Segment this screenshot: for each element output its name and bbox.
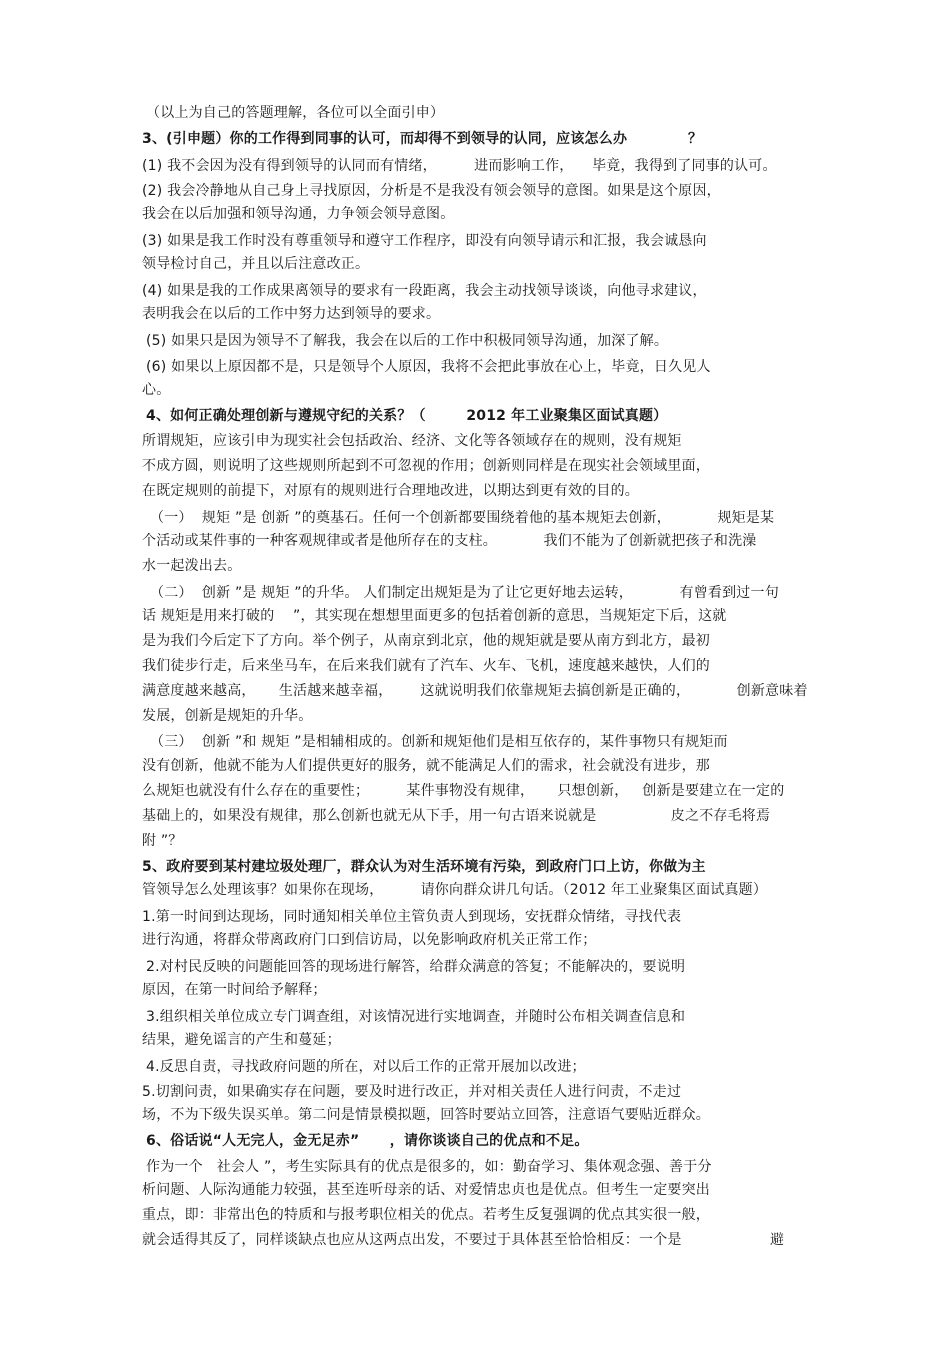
text-line: 满意度越来越高， 生活越来越幸福， 这就说明我们依靠规矩去搞创新是正确的， 创新意味着 <box>142 683 808 699</box>
text-line: 场，不为下级失误买单。第二问是情景模拟题，回答时要站立回答，注意语气要贴近群众。 <box>142 1107 710 1123</box>
text-line: （二） 创新 ”是 规矩 ”的升华。 人们制定出规矩是为了让它更好地去运转， 有曾看到过一句 <box>150 585 779 601</box>
text-line: 4.反思自责，寻找政府问题的所在，对以后工作的正常开展加以改进； <box>146 1059 586 1075</box>
text-line: 1.第一时间到达现场，同时通知相关单位主管负责人到现场，安抚群众情绪，寻找代表 <box>142 909 682 925</box>
text-line: （一） 规矩 ”是 创新 ”的奠基石。任何一个创新都要围绕着他的基本规矩去创新， 规矩是某 <box>150 510 775 526</box>
text-line: 3.组织相关单位成立专门调查组，对该情况进行实地调查，并随时公布相关调查信息和 <box>146 1009 686 1025</box>
text-line: (2) 我会冷静地从自己身上寻找原因，分析是不是我没有领会领导的意图。如果是这个原因， <box>142 183 721 199</box>
question-heading: 4、如何正确处理创新与遵规守纪的关系？（ 2012 年工业聚集区面试真题） <box>146 408 668 424</box>
text-line: 是为我们今后定下了方向。举个例子，从南京到北京，他的规矩就是要从南方到北方，最初 <box>142 633 710 649</box>
text-line: 附 ”？ <box>142 833 183 849</box>
text-line: 基础上的，如果没有规律，那么创新也就无从下手，用一句古语来说就是 皮之不存毛将焉 <box>142 808 771 824</box>
text-line: 发展，创新是规矩的升华。 <box>142 708 313 724</box>
text-line: 结果，避免谣言的产生和蔓延； <box>142 1032 341 1048</box>
text-line: 原因，在第一时间给予解释； <box>142 982 327 998</box>
text-line: 所谓规矩，应该引申为现实社会包括政治、经济、文化等各领域存在的规则，没有规矩 <box>142 433 682 449</box>
text-line: 表明我会在以后的工作中努力达到领导的要求。 <box>142 306 441 322</box>
text-line: 2.对村民反映的问题能回答的现场进行解答，给群众满意的答复；不能解决的，要说明 <box>146 959 686 975</box>
text-line: 析问题、人际沟通能力较强，甚至连听母亲的话、对爱情忠贞也是优点。但考生一定要突出 <box>142 1182 710 1198</box>
text-line: (5) 如果只是因为领导不了解我，我会在以后的工作中积极同领导沟通，加深了解。 <box>146 333 669 349</box>
text-line: 进行沟通，将群众带离政府门口到信访局，以免影响政府机关正常工作； <box>142 932 597 948</box>
text-line: 5.切割问责，如果确实存在问题，要及时进行改正，并对相关责任人进行问责，不走过 <box>142 1084 682 1100</box>
text-line: 不成方圆，则说明了这些规则所起到不可忽视的作用；创新则同样是在现实社会领域里面， <box>142 458 710 474</box>
text-line: 个活动或某件事的一种客观规律或者是他所存在的支柱。 我们不能为了创新就把孩子和洗澡 <box>142 533 757 549</box>
text-line: 话 规矩是用来打破的 ”，其实现在想想里面更多的包括着创新的意思，当规矩定下后，这就 <box>142 608 727 624</box>
question-heading: 6、俗话说“人无完人，金无足赤” ，请你谈谈自己的优点和不足。 <box>146 1133 589 1149</box>
question-heading: 5、政府要到某村建垃圾处理厂，群众认为对生活环境有污染，到政府门口上访，你做为主 <box>142 859 706 875</box>
text-line: 领导检讨自己，并且以后注意改正。 <box>142 256 370 272</box>
text-line: 重点，即：非常出色的特质和与报考职位相关的优点。若考生反复强调的优点其实很一般， <box>142 1207 710 1223</box>
text-line: 么规矩也就没有什么存在的重要性； 某件事物没有规律， 只想创新， 创新是要建立在一定的 <box>142 783 785 799</box>
text-line: (1) 我不会因为没有得到领导的认同而有情绪， 进而影响工作， 毕竟，我得到了同事的认可。 <box>142 158 777 174</box>
text-line: (4) 如果是我的工作成果离领导的要求有一段距离，我会主动找领导谈谈，向他寻求建议， <box>142 283 707 299</box>
text-line: (3) 如果是我工作时没有尊重领导和遵守工作程序，即没有向领导请示和汇报，我会诚恳向 <box>142 233 707 249</box>
text-line: 没有创新，他就不能为人们提供更好的服务，就不能满足人们的需求，社会就没有进步，那 <box>142 758 710 774</box>
text-line: （三） 创新 ”和 规矩 ”是相辅相成的。创新和规矩他们是相互依存的，某件事物只有规矩而 <box>150 734 728 750</box>
text-line: (6) 如果以上原因都不是，只是领导个人原因，我将不会把此事放在心上，毕竟，日久见人 <box>146 359 711 375</box>
text-line: 水一起泼出去。 <box>142 558 242 574</box>
text-line: 作为一个 社会人 ”，考生实际具有的优点是很多的，如：勤奋学习、集体观念强、善于分 <box>146 1159 712 1175</box>
text-line: 我们徒步行走，后来坐马车，在后来我们就有了汽车、火车、飞机，速度越来越快，人们的 <box>142 658 710 674</box>
text-line: 在既定规则的前提下，对原有的规则进行合理地改进，以期达到更有效的目的。 <box>142 483 639 499</box>
text-line: 心。 <box>142 382 171 398</box>
text-line: （以上为自己的答题理解，各位可以全面引申） <box>146 105 445 121</box>
text-line: 就会适得其反了，同样谈缺点也应从这两点出发，不要过于具体甚至恰恰相反：一个是 避 <box>142 1232 785 1248</box>
text-line: 管领导怎么处理该事？如果你在现场， 请你向群众讲几句话。（2012 年工业聚集区面试真题） <box>142 882 768 898</box>
question-heading: 3、(引申题）你的工作得到同事的认可，而却得不到领导的认同，应该怎么办 ？ <box>142 131 703 147</box>
text-line: 我会在以后加强和领导沟通，力争领会领导意图。 <box>142 206 455 222</box>
